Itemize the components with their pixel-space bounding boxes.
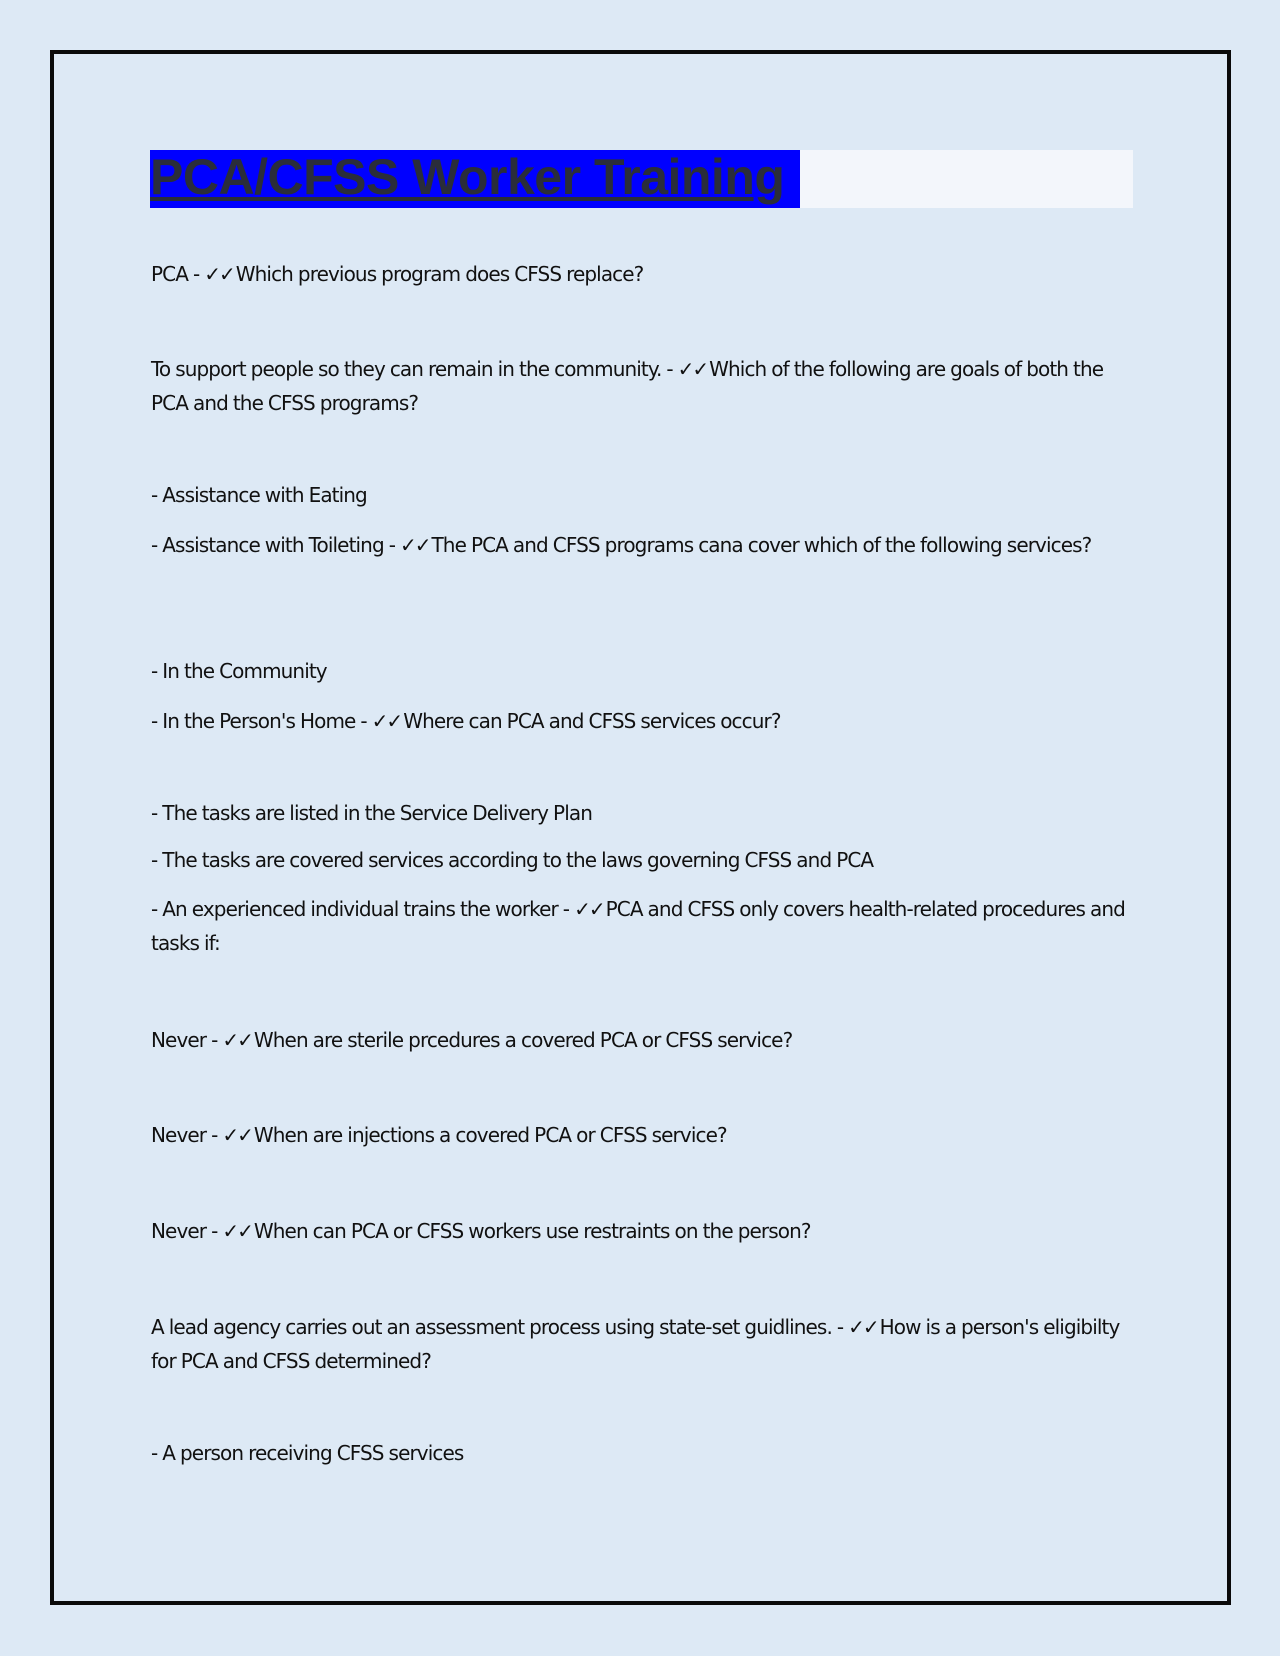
answer-text: Never - [151, 1123, 223, 1147]
question-text: Which of the following are goals of both the PCA and the CFSS programs? [151, 357, 1104, 415]
answer-line: - Assistance with Eating [151, 483, 367, 507]
answer-text: - In the Person's Home - [151, 709, 372, 733]
qa-entry-1 [151, 257, 1141, 291]
qa-entry-5 [151, 892, 1141, 960]
answer-text: - An experienced individual trains the worker - [151, 897, 575, 921]
answer-text: - Assistance with Toileting - [151, 533, 400, 557]
qa-entry-2 [151, 352, 1141, 420]
question-text: The PCA and CFSS programs cana cover which of the following services? [431, 533, 1092, 557]
answer-line: - In the Community [151, 659, 327, 683]
question-text: When are injections a covered PCA or CFSS service? [253, 1123, 727, 1147]
title-highlight [150, 150, 800, 208]
double-check-icon: ✓✓ [222, 1219, 252, 1243]
answer-text: Never - [151, 1028, 223, 1052]
answer-line: - The tasks are covered services according to the laws governing CFSS and PCA [151, 848, 874, 872]
qa-entry-3 [151, 528, 1141, 562]
answer-text: Never - [151, 1219, 223, 1243]
question-text: When are sterile prcedures a covered PCA or CFSS service? [253, 1028, 793, 1052]
question-text: PCA and CFSS only covers health-related procedures and tasks if: [151, 897, 1125, 955]
double-check-icon: ✓✓ [222, 1123, 252, 1147]
double-check-icon: ✓✓ [399, 533, 430, 557]
qa-entry-7 [151, 1118, 1141, 1152]
question-text: Which previous program does CFSS replace? [235, 262, 644, 286]
double-check-icon: ✓✓ [371, 709, 402, 733]
double-check-icon: ✓✓ [677, 357, 708, 381]
double-check-icon: ✓✓ [574, 897, 604, 921]
qa-entry-8 [151, 1214, 1141, 1248]
double-check-icon: ✓✓ [204, 262, 234, 286]
question-text: How is a person's eligibilty for PCA and CFSS determined? [151, 1315, 1120, 1373]
double-check-icon: ✓✓ [222, 1028, 252, 1052]
answer-text: PCA - [151, 262, 205, 286]
qa-entry-6 [151, 1023, 1141, 1057]
answer-line: - The tasks are listed in the Service Delivery Plan [151, 801, 593, 825]
answer-line: - A person receiving CFSS services [151, 1441, 464, 1465]
qa-entry-4 [151, 704, 1141, 738]
answer-text: A lead agency carries out an assessment process using state-set guidlines. - [151, 1315, 849, 1339]
double-check-icon: ✓✓ [848, 1315, 878, 1339]
answer-text: To support people so they can remain in the community. - [151, 357, 678, 381]
document-title: PCA/CFSS Worker Training [150, 150, 785, 205]
question-text: When can PCA or CFSS workers use restraints on the person? [253, 1219, 811, 1243]
qa-entry-9 [151, 1310, 1141, 1378]
question-text: Where can PCA and CFSS services occur? [403, 709, 781, 733]
